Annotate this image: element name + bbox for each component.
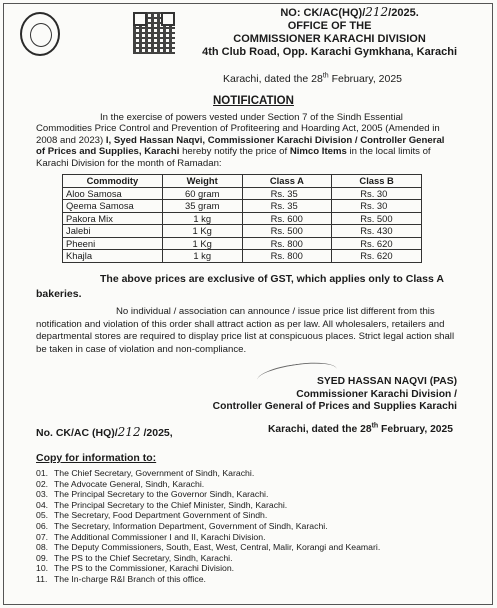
table-body — [63, 187, 422, 262]
table-cell: Rs. 620 — [332, 250, 422, 263]
table-cell: 35 gram — [162, 200, 242, 213]
table-cell: 1 kg — [162, 250, 242, 263]
table-row — [63, 237, 422, 250]
list-item — [36, 500, 380, 511]
list-text: The PS to the Commissioner, Karachi Division. — [54, 563, 235, 574]
list-text: The Additional Commissioner I and II, Karachi Division. — [54, 531, 266, 542]
list-item — [36, 532, 380, 543]
table-cell: Khajla — [63, 250, 163, 263]
table-cell: Rs. 500 — [242, 225, 332, 238]
price-table — [62, 174, 422, 263]
list-number: 06. — [36, 520, 49, 531]
list-number: 08. — [36, 542, 49, 553]
list-number: 03. — [36, 489, 49, 500]
office-line-1: OFFICE OF THE — [287, 20, 372, 32]
table-cell: Aloo Samosa — [63, 187, 163, 200]
handwritten-number: 212 — [365, 5, 389, 19]
table-cell: Rs. 620 — [332, 237, 422, 250]
table-header-row — [63, 175, 422, 188]
list-item — [36, 542, 380, 553]
signatory-title-1: Commissioner Karachi Division / — [296, 388, 457, 400]
table-cell: Rs. 430 — [332, 225, 422, 238]
list-number: 10. — [36, 563, 49, 574]
list-text: The Principal Secretary to the Chief Minister, Sindh, Karachi. — [54, 499, 288, 510]
table-cell: Qeema Samosa — [63, 200, 163, 213]
compliance-paragraph: No individual / association can announce / issue price list different from this notification and violation of this order shall attract action as per law. All wholesalers, retailers and departmental stores are required to display price list at conspicuous places. Strict legal action shall be taken in case of violation and non-compliance. — [36, 306, 455, 355]
table-cell: Pakora Mix — [63, 212, 163, 225]
footer-date: Karachi, dated the 28th February, 2025 — [268, 422, 453, 435]
column-header: Class A — [242, 175, 332, 188]
list-item — [36, 553, 380, 564]
column-header: Class B — [332, 175, 422, 188]
table-cell: 60 gram — [162, 187, 242, 200]
signatory-title-2: Controller General of Prices and Supplies Karachi — [212, 401, 457, 412]
table-row — [63, 200, 422, 213]
list-text: The Deputy Commissioners, South, East, West, Central, Malir, Korangi and Keamari. — [54, 542, 381, 553]
reference-number: NO: CK/AC(HQ)/212/2025. — [280, 5, 419, 19]
table-row — [63, 187, 422, 200]
list-number: 05. — [36, 510, 49, 521]
list-item — [36, 510, 380, 521]
list-number: 09. — [36, 552, 49, 563]
office-line-2: COMMISSIONER KARACHI DIVISION — [233, 33, 426, 45]
column-header: Weight — [162, 175, 242, 188]
gst-note: The above prices are exclusive of GST, which applies only to Class A bakeries. — [36, 273, 444, 300]
table-cell: 1 kg — [162, 212, 242, 225]
list-text: The Secretary, Information Department, Government of Sindh, Karachi. — [54, 520, 328, 531]
table-row — [63, 250, 422, 263]
list-text: The PS to the Chief Secretary, Sindh, Karachi. — [54, 552, 233, 563]
notification-title: NOTIFICATION — [213, 95, 294, 107]
list-text: The Advocate General, Sindh, Karachi. — [54, 478, 205, 489]
letterhead — [202, 6, 457, 59]
list-text: The In-charge R&I Branch of this office. — [54, 573, 206, 584]
copy-list — [36, 468, 380, 585]
list-number: 07. — [36, 531, 49, 542]
table-cell: Jalebi — [63, 225, 163, 238]
table-cell: 1 Kg — [162, 237, 242, 250]
list-text: The Secretary, Food Department Government of Sindh. — [54, 510, 268, 521]
list-item — [36, 489, 380, 500]
notification-paragraph: In the exercise of powers vested under Section 7 of the Sindh Essential Commodities Price Control and Prevention of Profiteering and Hoarding Act, 2005 (Amended in 2008 and 2023) I, Syed Hassan Naqvi, Commissioner Karachi Division / Controller General of Prices and Supplies, Karachi hereby notify the price of Nimco Items in the local limits of Karachi Division for the month of Ramadan: — [36, 112, 445, 169]
table-cell: Rs. 30 — [332, 200, 422, 213]
signatory-name: SYED HASSAN NAQVI (PAS) — [317, 376, 457, 387]
table-cell: Rs. 500 — [332, 212, 422, 225]
list-number: 04. — [36, 499, 49, 510]
table-cell: Rs. 600 — [242, 212, 332, 225]
table-cell: Rs. 35 — [242, 200, 332, 213]
list-item — [36, 521, 380, 532]
list-item — [36, 479, 380, 490]
date-line: Karachi, dated the 28th February, 2025 — [223, 72, 403, 85]
footer-reference: No. CK/AC (HQ)/212 /2025, — [36, 425, 173, 439]
column-header: Commodity — [63, 175, 163, 188]
list-item — [36, 563, 380, 574]
list-item — [36, 574, 380, 585]
table-row — [63, 225, 422, 238]
list-text: The Chief Secretary, Government of Sindh, Karachi. — [54, 468, 255, 478]
table-cell: 1 Kg — [162, 225, 242, 238]
table-cell: Rs. 30 — [332, 187, 422, 200]
list-text: The Principal Secretary to the Governor Sindh, Karachi. — [54, 489, 269, 500]
list-item — [36, 468, 380, 479]
table-cell: Rs. 800 — [242, 237, 332, 250]
government-seal-logo — [20, 12, 60, 56]
table-cell: Pheeni — [63, 237, 163, 250]
handwritten-number: 212 — [117, 425, 141, 439]
table-row — [63, 212, 422, 225]
copy-heading: Copy for information to: — [36, 452, 157, 464]
office-address: 4th Club Road, Opp. Karachi Gymkhana, Karachi — [202, 46, 457, 58]
list-number: 11. — [36, 573, 48, 584]
qr-code — [133, 12, 175, 54]
list-number: 02. — [36, 478, 49, 489]
signature-block — [213, 376, 457, 414]
table-cell: Rs. 35 — [242, 187, 332, 200]
table-cell: Rs. 800 — [242, 250, 332, 263]
list-number: 01. — [36, 468, 49, 478]
